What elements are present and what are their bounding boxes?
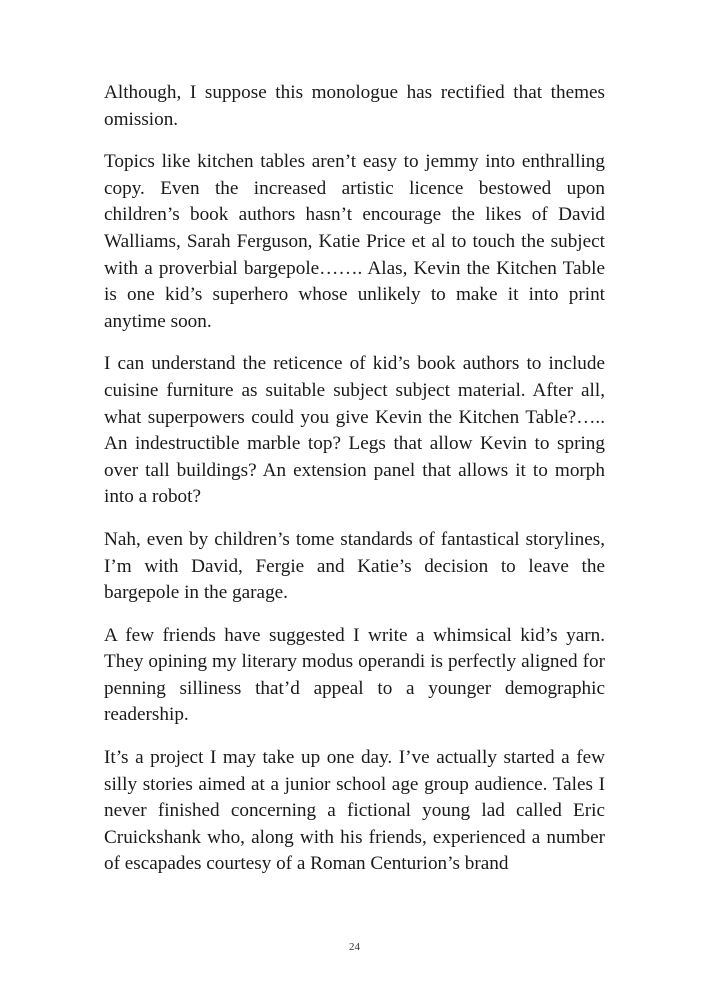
body-text <box>104 80 605 894</box>
paragraph-2: Topics like kitchen tables aren’t easy to jemmy into enthralling copy. Even the increased artistic licence bestowed upon children’s book authors hasn’t encourage the likes of David Walliams, Sarah Ferguson, Katie Price et al to touch the subject with a proverbial bargepole……. Alas, Kevin the Kitchen Table is one kid’s superhero whose unlikely to make it into print anytime soon. <box>104 151 605 332</box>
page-number: 24 <box>349 941 360 953</box>
paragraph-5: A few friends have suggested I write a whimsical kid’s yarn. They opining my literary modus operandi is perfectly aligned for penning silliness that’d appeal to a younger demographic readership. <box>104 624 605 726</box>
paragraph-4: Nah, even by children’s tome standards of fantastical storylines, I’m with David, Fergie and Katie’s decision to leave the bargepole in the garage. <box>104 528 605 604</box>
paragraph-6: It’s a project I may take up one day. I’ve actually started a few silly stories aimed at a junior school age group audience. Tales I never finished concerning a fictional young lad called Eric Cruickshank who, along with his friends, experienced a number of escapades courtesy of a Roman Centurion’s brand <box>104 747 605 875</box>
paragraph-3: I can understand the reticence of kid’s book authors to include cuisine furniture as suitable subject subject material. After all, what superpowers could you give Kevin the Kitchen Table?….. An indestructible marble top? Legs that allow Kevin to spring over tall buildings? An extension panel that allows it to morph into a robot? <box>104 353 605 508</box>
paragraph-1: Although, I suppose this monologue has rectified that themes omission. <box>104 82 605 130</box>
